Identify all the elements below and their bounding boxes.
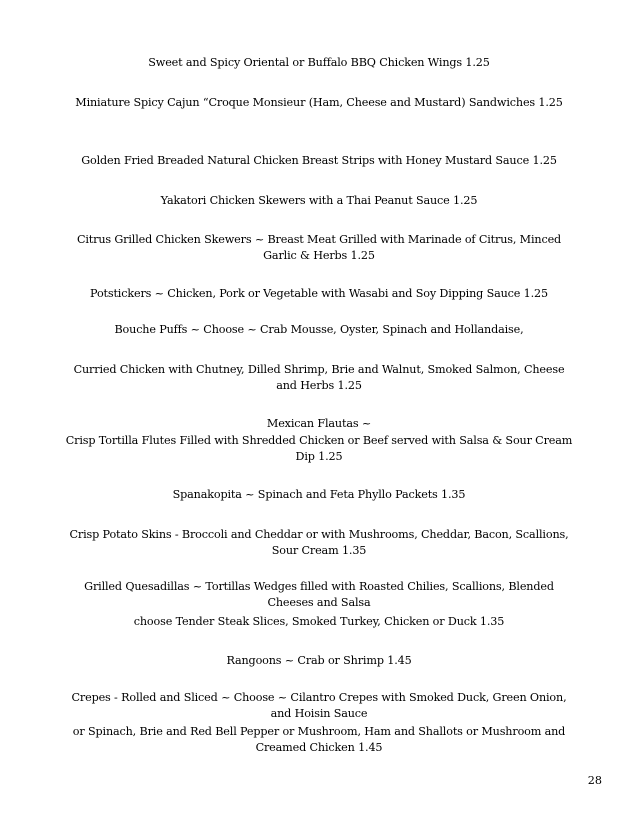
- menu-line: Yakatori Chicken Skewers with a Thai Peanut Sauce 1.25: [160, 194, 478, 207]
- menu-line: Crisp Tortilla Flutes Filled with Shredded Chicken or Beef served with Salsa & Sour Cream: [65, 434, 573, 447]
- menu-line: Golden Fried Breaded Natural Chicken Breast Strips with Honey Mustard Sauce 1.25: [81, 154, 557, 167]
- menu-line: Crepes - Rolled and Sliced ~ Choose ~ Cilantro Crepes with Smoked Duck, Green Onion,: [71, 691, 567, 704]
- menu-line: Dip 1.25: [295, 450, 343, 463]
- menu-line: Curried Chicken with Chutney, Dilled Shrimp, Brie and Walnut, Smoked Salmon, Cheese: [73, 363, 565, 376]
- menu-line: Potstickers ~ Chicken, Pork or Vegetable with Wasabi and Soy Dipping Sauce 1.25: [90, 287, 548, 300]
- menu-line: Cheeses and Salsa: [267, 596, 371, 609]
- menu-line: and Herbs 1.25: [276, 379, 362, 392]
- menu-line: or Spinach, Brie and Red Bell Pepper or Mushroom, Ham and Shallots or Mushroom and: [72, 725, 566, 738]
- page-number: 28: [587, 774, 602, 787]
- menu-line: and Hoisin Sauce: [270, 707, 368, 720]
- menu-line: Sour Cream 1.35: [271, 544, 367, 557]
- menu-line: Mexican Flautas ~: [266, 417, 372, 430]
- menu-line: Rangoons ~ Crab or Shrimp 1.45: [226, 654, 412, 667]
- menu-line: Bouche Puffs ~ Choose ~ Crab Mousse, Oyster, Spinach and Hollandaise,: [114, 323, 524, 336]
- menu-line: Spanakopita ~ Spinach and Feta Phyllo Packets 1.35: [172, 488, 466, 501]
- menu-line: Miniature Spicy Cajun “Croque Monsieur (Ham, Cheese and Mustard) Sandwiches 1.25: [75, 96, 563, 109]
- menu-line: choose Tender Steak Slices, Smoked Turkey, Chicken or Duck 1.35: [133, 615, 505, 628]
- menu-line: Grilled Quesadillas ~ Tortillas Wedges filled with Roasted Chilies, Scallions, Blended: [84, 580, 554, 593]
- menu-line: Garlic & Herbs 1.25: [263, 249, 375, 262]
- menu-line: Crisp Potato Skins - Broccoli and Cheddar or with Mushrooms, Cheddar, Bacon, Scallions,: [69, 528, 569, 541]
- menu-line: Sweet and Spicy Oriental or Buffalo BBQ Chicken Wings 1.25: [148, 56, 490, 69]
- menu-line: Creamed Chicken 1.45: [255, 741, 383, 754]
- menu-line: Citrus Grilled Chicken Skewers ~ Breast Meat Grilled with Marinade of Citrus, Minced: [76, 233, 562, 246]
